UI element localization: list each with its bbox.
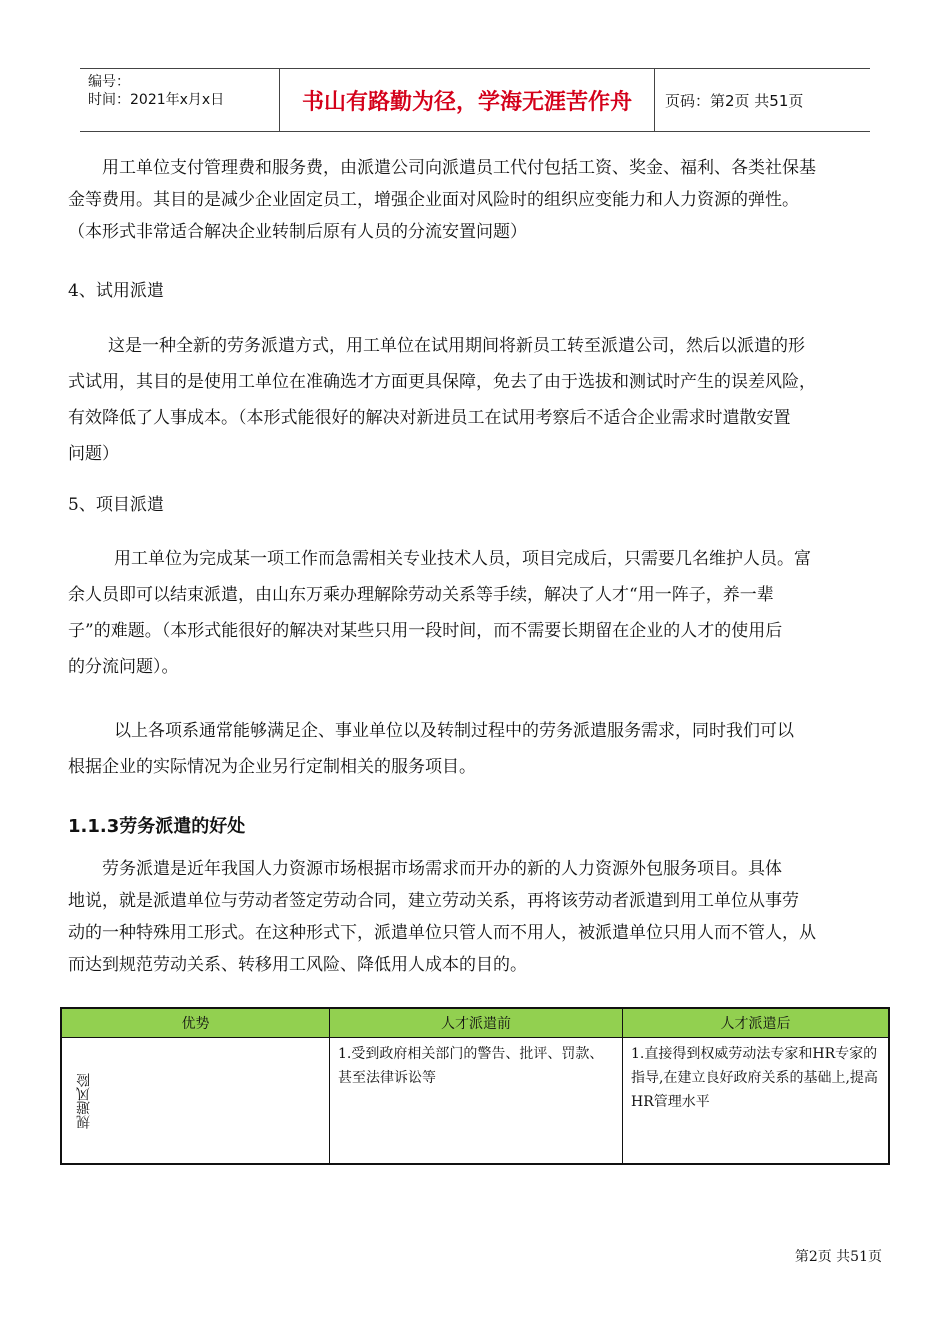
table-cell-before: 1.受到政府相关部门的警告、批评、罚款、甚至法律诉讼等 bbox=[330, 1038, 623, 1164]
paragraph-5 bbox=[68, 853, 890, 981]
p5-line1: 劳务派遣是近年我国人力资源市场根据市场需求而开办的新的人力资源外包服务项目。具体 bbox=[102, 859, 782, 879]
paragraph-4 bbox=[68, 713, 890, 785]
p4-line1: 以上各项系通常能够满足企、事业单位以及转制过程中的劳务派遣服务需求，同时我们可以 bbox=[114, 721, 794, 741]
page-footer: 第2页 共51页 bbox=[794, 1249, 882, 1265]
p1-line3: （本形式非常适合解决企业转制后原有人员的分流安置问题） bbox=[68, 222, 527, 242]
paragraph-1 bbox=[68, 152, 890, 248]
p2-line1: 这是一种全新的劳务派遣方式，用工单位在试用期间将新员工转至派遣公司，然后以派遣的形 bbox=[108, 336, 805, 356]
table-header-row bbox=[62, 1009, 888, 1038]
p5-line2: 地说，就是派遣单位与劳动者签定劳动合同，建立劳动关系，再将该劳动者派遣到用工单位从事劳 bbox=[68, 891, 799, 911]
table-header-after: 人才派遣后 bbox=[720, 1016, 791, 1032]
heading-trial-dispatch: 4、试用派遣 bbox=[68, 281, 164, 301]
category-label: 规避风险 bbox=[76, 1073, 92, 1129]
section-title: 1.1.3劳务派遣的好处 bbox=[68, 816, 246, 837]
p3-line1: 用工单位为完成某一项工作而急需相关专业技术人员，项目完成后，只需要几名维护人员。富 bbox=[114, 549, 811, 569]
table-cell-category bbox=[62, 1038, 330, 1164]
table-row bbox=[62, 1038, 888, 1164]
p2-line3: 有效降低了人事成本。（本形式能很好的解决对新进员工在试用考察后不适合企业需求时遣散安置 bbox=[68, 408, 791, 428]
page-header bbox=[80, 68, 870, 132]
p2-line4: 问题） bbox=[68, 444, 119, 464]
p5-line3: 动的一种特殊用工形式。在这种形式下，派遣单位只管人而不用人，被派遣单位只用人而不管人，从 bbox=[68, 923, 816, 943]
p3-line4: 的分流问题）。 bbox=[68, 657, 179, 677]
p1-line1: 用工单位支付管理费和服务费，由派遣公司向派遣员工代付包括工资、奖金、福利、各类社保基 bbox=[102, 158, 816, 178]
serial-label: 编号： bbox=[88, 74, 130, 90]
paragraph-2 bbox=[68, 328, 890, 472]
heading-project-dispatch: 5、项目派遣 bbox=[68, 495, 164, 515]
p2-line2: 式试用，其目的是使用工单位在准确选才方面更具保障，免去了由于选拔和测试时产生的误差风险， bbox=[68, 372, 816, 392]
table-header-advantage: 优势 bbox=[62, 1009, 330, 1037]
p3-line3: 子”的难题。（本形式能很好的解决对某些只用一段时间，而不需要长期留在企业的人才的使用后 bbox=[68, 621, 783, 641]
p5-line4: 而达到规范劳动关系、转移用工风险、降低用人成本的目的。 bbox=[68, 955, 527, 975]
header-page-info: 页码：第2页 共51页 bbox=[665, 91, 804, 110]
p4-line2: 根据企业的实际情况为企业另行定制相关的服务项目。 bbox=[68, 757, 476, 777]
date-label: 时间：2021年x月x日 bbox=[88, 92, 225, 108]
table-header-before: 人才派遣前 bbox=[330, 1009, 623, 1037]
p3-line2: 余人员即可以结束派遣，由山东万乘办理解除劳动关系等手续，解决了人才“用一阵子，养一辈 bbox=[68, 585, 774, 605]
header-meta bbox=[80, 69, 280, 131]
p1-line2: 金等费用。其目的是减少企业固定员工，增强企业面对风险时的组织应变能力和人力资源的弹性。 bbox=[68, 190, 799, 210]
paragraph-3 bbox=[68, 541, 890, 685]
header-motto: 书山有路勤为径，学海无涯苦作舟 bbox=[280, 69, 655, 131]
table-cell-after: 1.直接得到权威劳动法专家和HR专家的指导,在建立良好政府关系的基础上,提高HR管理水平 bbox=[631, 1046, 878, 1110]
advantages-table bbox=[60, 1007, 890, 1165]
